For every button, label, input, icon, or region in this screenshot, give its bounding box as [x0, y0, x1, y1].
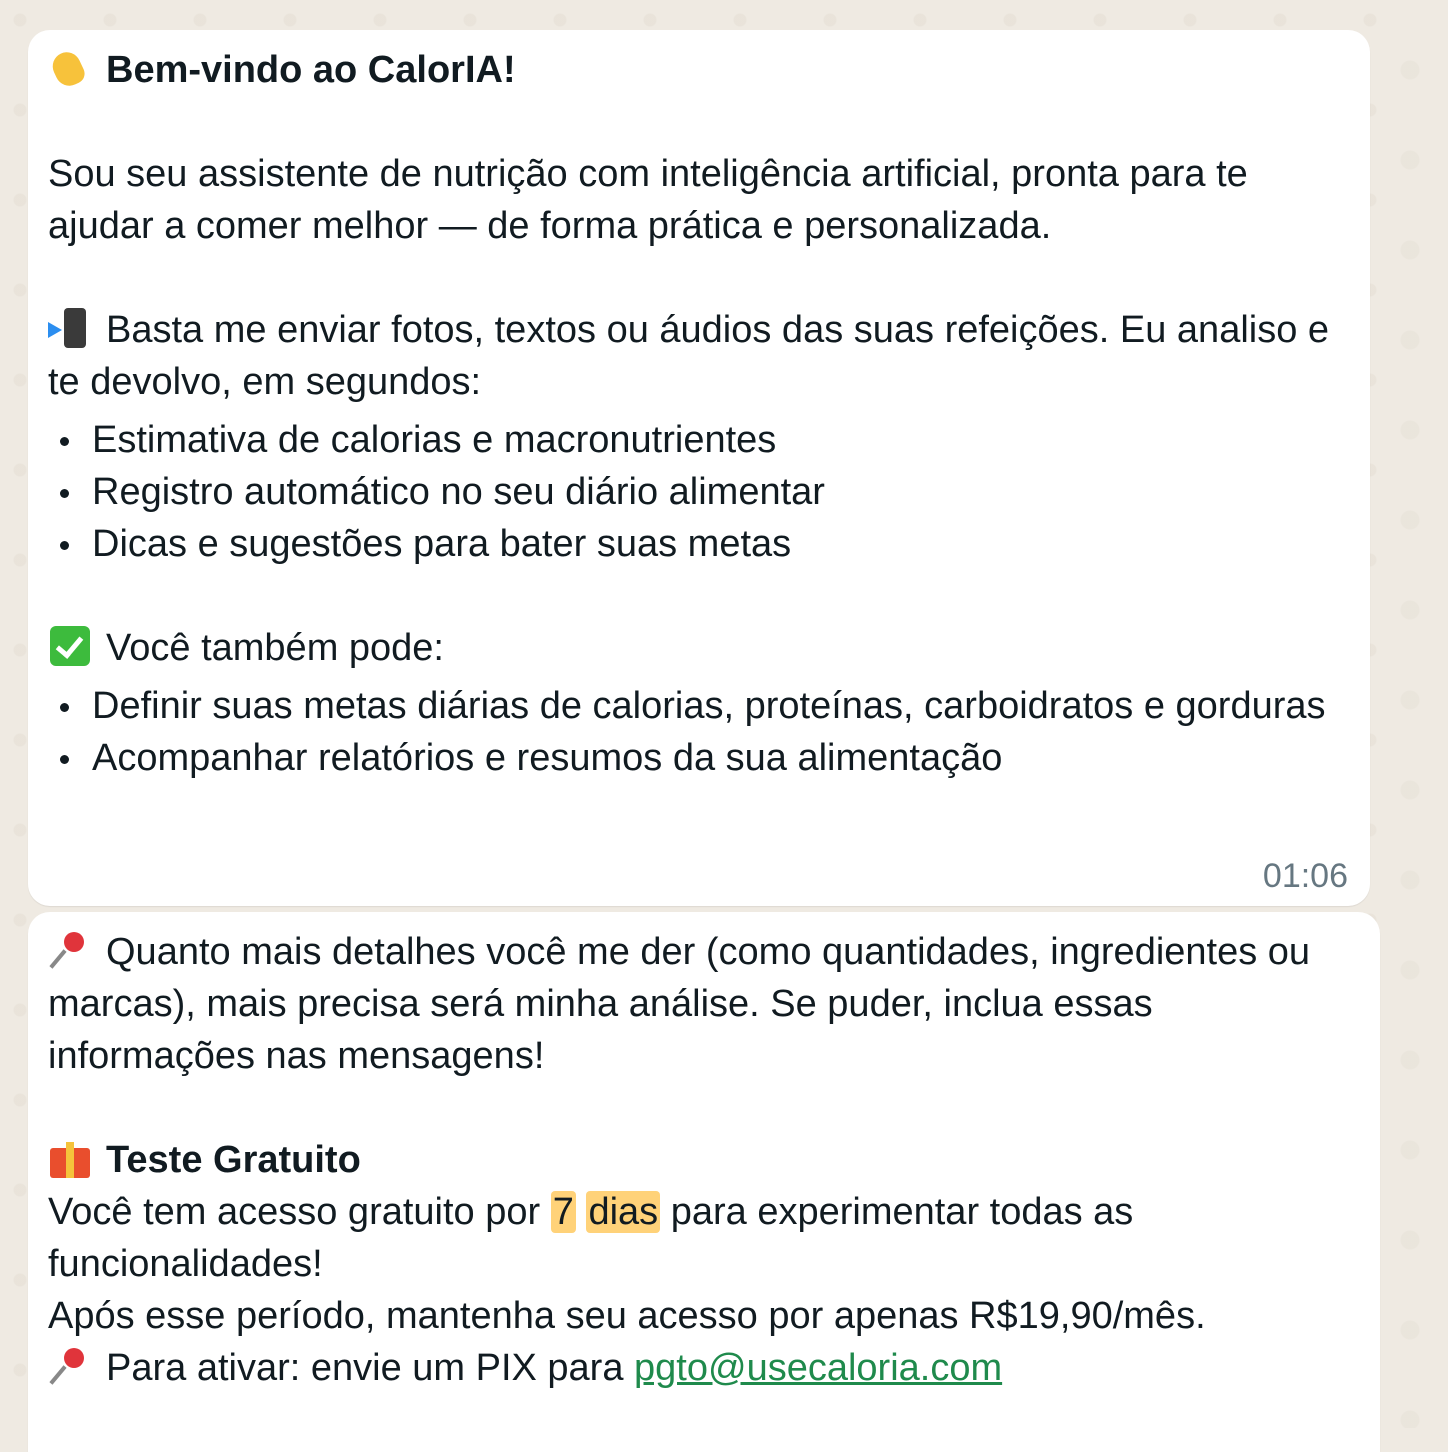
- details-text: Quanto mais detalhes você me der (como quantidades, ingredientes ou marcas), mais precisa será minha análise. Se puder, inclua essas informações nas mensagens!: [48, 931, 1321, 1077]
- welcome-title: Bem-vindo ao CalorIA!: [106, 49, 516, 91]
- welcome-title-line: [48, 44, 1348, 96]
- trial-title: Teste Gratuito: [106, 1139, 361, 1181]
- send-line: [48, 304, 1348, 408]
- message-timestamp: 01:06: [1262, 857, 1348, 895]
- message-bubble-trial[interactable]: [28, 912, 1380, 1452]
- trial-title-line: [48, 1134, 1358, 1186]
- send-text: Basta me enviar fotos, textos ou áudios das suas refeições. Eu analiso e te devolvo, em segundos:: [48, 309, 1340, 403]
- activate-text: Para ativar: envie um PIX para: [106, 1347, 635, 1389]
- trial-text-post: para experimentar todas as funcionalidades!: [48, 1191, 1144, 1285]
- also-text: Você também pode:: [106, 627, 444, 669]
- list-item: Dicas e sugestões para bater suas metas: [48, 518, 1348, 570]
- list-item: Definir suas metas diárias de calorias, proteínas, carboidratos e gorduras: [48, 680, 1348, 732]
- trial-text: [48, 1186, 1358, 1290]
- check-mark-icon: [48, 626, 92, 666]
- send-bullet-list: [48, 414, 1348, 570]
- also-bullet-list: [48, 680, 1348, 784]
- trial-text-pre: Você tem acesso gratuito por: [48, 1191, 551, 1233]
- trial-days-number[interactable]: 7: [552, 1191, 574, 1233]
- after-period-text: Após esse período, mantenha seu acesso por apenas R$19,90/mês.: [48, 1295, 1206, 1337]
- list-item: Estimativa de calorias e macronutrientes: [48, 414, 1348, 466]
- gift-icon: [48, 1138, 92, 1178]
- waving-hand-icon: [48, 48, 92, 88]
- list-item: Registro automático no seu diário alimentar: [48, 466, 1348, 518]
- activate-line: [48, 1342, 1358, 1394]
- details-line: [48, 926, 1358, 1082]
- mobile-arrow-icon: [48, 308, 92, 348]
- intro-text: Sou seu assistente de nutrição com inteligência artificial, pronta para te ajudar a comer melhor — de forma prática e personalizada.: [48, 153, 1259, 247]
- also-line: [48, 622, 1348, 674]
- message-bubble-welcome[interactable]: [28, 30, 1370, 906]
- trial-days-word[interactable]: dias: [588, 1191, 659, 1233]
- pushpin-icon: [48, 1346, 92, 1386]
- email-link[interactable]: pgto@usecaloria.com: [634, 1347, 1003, 1389]
- list-item: Acompanhar relatórios e resumos da sua alimentação: [48, 732, 1348, 784]
- pushpin-icon: [48, 930, 92, 970]
